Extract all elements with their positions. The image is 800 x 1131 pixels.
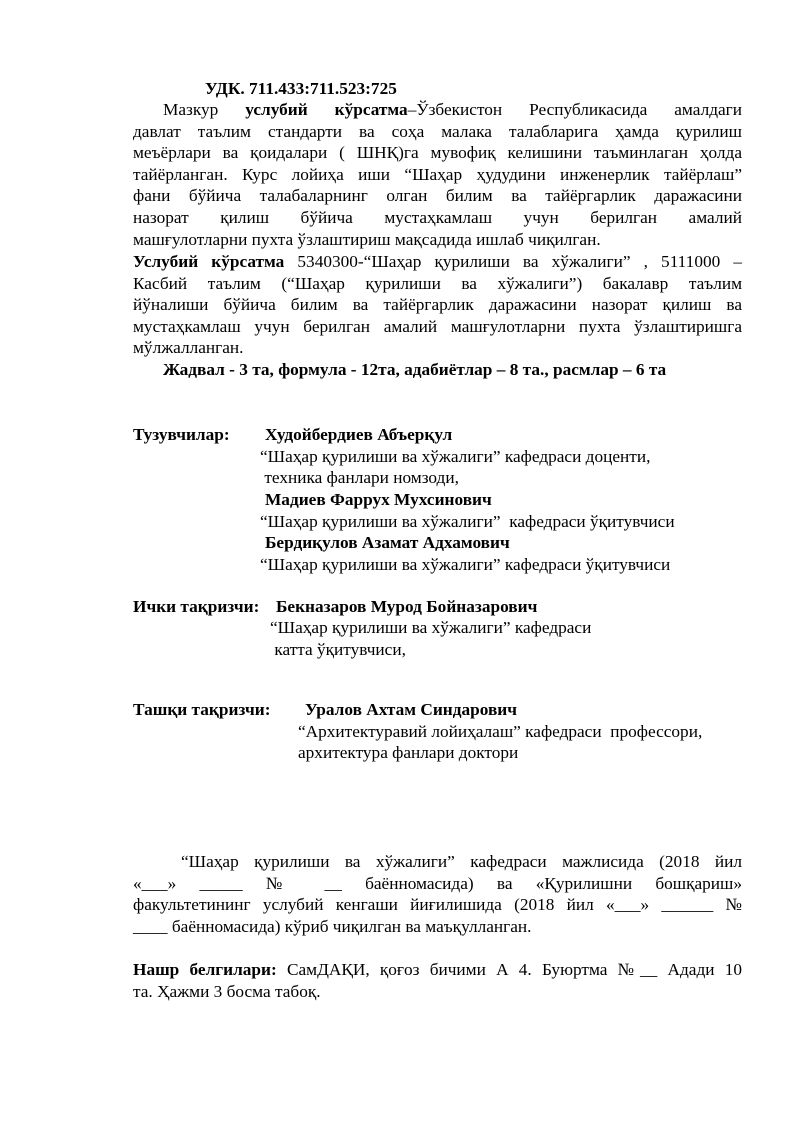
purpose-line: мустаҳкамлаш учун берилган амалий машғулотларни пухта ўзлаштиришга	[133, 316, 742, 336]
author-name: Мадиев Фаррух Мухсинович	[265, 490, 492, 509]
publication-line: Нашр белгилари: СамДАҚИ, қоғоз бичими А 4. Буюртма №__ Адади 10	[133, 960, 742, 979]
approval-paragraph	[133, 851, 742, 937]
approval-line: “Шаҳар қурилиши ва хўжалиги” кафедраси мажлисида (2018 йил	[181, 852, 742, 871]
abstract-line: Мазкур услубий кўрсатма–Ўзбекистон Республикасида амалдаги	[163, 100, 742, 119]
internal-reviewer-desc: “Шаҳар қурилиши ва хўжалиги” кафедраси	[270, 618, 592, 637]
abstract-paragraph	[133, 99, 742, 250]
external-reviewer-desc: “Архитектуравий лойиҳалаш” кафедраси профессори,	[298, 722, 703, 741]
approval-line: «___» _____ № __ баённомасида) ва «Қурилишни бошқариш»	[133, 873, 742, 893]
abstract-line: меъёрлари ва қоидалари ( ШНҚ)га мувофиқ келишини таъминлаган ҳолда	[133, 143, 742, 163]
purpose-line: Касбий таълим (“Шаҳар қурилиши ва хўжалиги”) бакалавр таълим	[133, 273, 742, 293]
abstract-line: машғулотларни пухта ўзлаштириш мақсадида ишлаб чиқилган.	[133, 229, 601, 249]
publication-line: та. Ҳажми 3 босма табоқ.	[133, 981, 321, 1001]
internal-reviewer-label: Ички тақризчи:	[133, 597, 260, 616]
abstract-line: фани бўйича талабаларнинг олган билим ва тайёргарлик даражасини	[133, 186, 742, 206]
purpose-paragraph	[133, 251, 742, 359]
author-name: Бердиқулов Азамат Адхамович	[265, 533, 510, 552]
author-name: Худойбердиев Абъерқул	[265, 425, 453, 444]
author-desc: техника фанлари номзоди,	[260, 468, 459, 487]
abstract-term: услубий кўрсатма	[245, 100, 408, 119]
external-reviewer-name: Уралов Ахтам Синдарович	[305, 700, 517, 719]
stats-line: Жадвал - 3 та, формула - 12та, адабиётлар – 8 та., расмлар – 6 та	[163, 360, 667, 379]
external-reviewer-label: Ташқи тақризчи:	[133, 700, 271, 719]
abstract-line: давлат таълим стандарти ва соҳа малака талабларига ҳамда қурилиш	[133, 121, 742, 141]
abstract-line: назорат қилиш бўйича мустаҳкамлаш учун берилган амалий	[133, 207, 742, 227]
publication-paragraph	[133, 959, 742, 1002]
approval-line: ____ баённомасида) кўриб чиқилган ва маъқулланган.	[133, 916, 532, 936]
external-reviewer-desc: архитектура фанлари доктори	[298, 743, 519, 762]
purpose-line: мўлжалланган.	[133, 338, 244, 358]
author-desc: “Шаҳар қурилиши ва хўжалиги” кафедраси доценти,	[260, 447, 651, 466]
authors-label: Тузувчилар:	[133, 425, 230, 444]
purpose-line: Услубий кўрсатма 5340300-“Шаҳар қурилиши ва хўжалиги” , 5111000 –	[133, 252, 742, 271]
publication-label: Нашр белгилари:	[133, 960, 277, 979]
udk-code: УДК. 711.433:711.523:725	[205, 79, 397, 98]
approval-line: факультетининг услубий кенгаши йиғилишида (2018 йил «___» ______ №	[133, 895, 742, 915]
abstract-line: тайёрланган. Курс лойиҳа иши “Шаҳар ҳудудини инженерлик тайёрлаш”	[133, 164, 742, 184]
author-desc: “Шаҳар қурилиши ва хўжалиги” кафедраси ўқитувчиси	[260, 555, 671, 574]
internal-reviewer-name: Бекназаров Мурод Бойназарович	[276, 597, 538, 616]
internal-reviewer-desc: катта ўқитувчиси,	[270, 640, 406, 659]
purpose-line: йўналиши бўйича билим ва тайёргарлик даражасини назорат қилиш ва	[133, 295, 742, 315]
author-desc: “Шаҳар қурилиши ва хўжалиги” кафедраси ўқитувчиси	[260, 512, 675, 531]
purpose-term: Услубий кўрсатма	[133, 252, 285, 271]
